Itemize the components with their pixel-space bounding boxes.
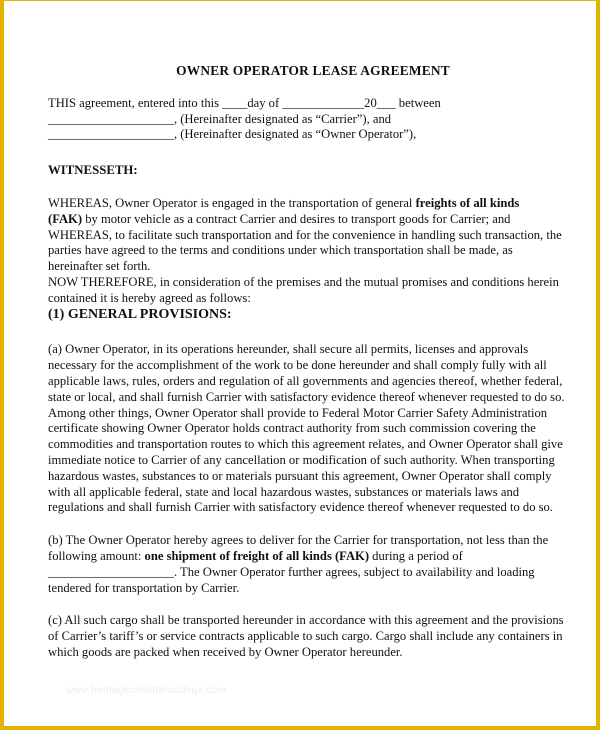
paragraph-b-bold: one shipment of freight of all kinds (FAK) xyxy=(144,548,370,563)
witnesseth-heading: WITNESSETH: xyxy=(48,163,138,178)
intro-line: ____________________, (Hereinafter designated as “Carrier”), and xyxy=(48,111,392,126)
paragraph-a: (a) Owner Operator, in its operations hereunder, shall secure all permits, licenses and approvals necessary for the accomplishment of the work to be done hereunder and shall comply fully with all applicable laws, rules, orders and regulation of all governments and agencies thereof, whether federal, state or local, and shall furnish Carrier with satisfactory evidence thereof whenever requested to do so. Among other things, Owner Operator shall provide to Federal Motor Carrier Safety Administration certificate showing Owner Operator holds contract authority from such commission covering the commodities and transportation routes to which this agreement relates, and Owner Operator shall give immediate notice to Carrier of any cancellation or modification of such authority. When transporting hazardous wastes, substances to or materials pursuant this agreement, Owner Operator shall comply with all applicable federal, state and local hazardous wastes, substances or materials laws and regulations and shall furnish Carrier with satisfactory evidence thereof whenever requested to do so. xyxy=(48,342,565,515)
now-therefore-text: , in consideration of the premises and the mutual promises and conditions herein contained it is hereby agreed as follows: xyxy=(48,274,559,305)
paragraph-b-text: during a period of ____________________. The Owner Operator further agrees, subject to availability and loading tendered for transportation by Carrier. xyxy=(48,548,535,595)
whereas-text: WHEREAS, Owner Operator is engaged in the transportation of general xyxy=(48,195,416,210)
intro-block xyxy=(48,96,568,143)
section-1-heading: (1) GENERAL PROVISIONS: xyxy=(48,306,232,322)
whereas-paragraph-1 xyxy=(48,196,568,228)
watermark: www.heritagechristiancollege.com xyxy=(66,685,227,696)
agreement-document xyxy=(48,63,568,661)
intro-line: THIS agreement, entered into this ____day of _____________20___ between xyxy=(48,95,441,110)
whereas-bold-term: (FAK) xyxy=(48,211,83,226)
paragraph-b-text: (b) The Owner Operator hereby agrees to deliver for the Carrier for transportation, not less than the following amount: xyxy=(48,533,549,563)
whereas-bold-term: freights of all kinds xyxy=(415,195,520,210)
document-title: OWNER OPERATOR LEASE AGREEMENT xyxy=(176,63,450,78)
whereas-block xyxy=(48,196,568,307)
paragraph-b xyxy=(48,533,568,596)
intro-line: ____________________, (Hereinafter designated as “Owner Operator”), xyxy=(48,127,417,142)
whereas-paragraph-2: WHEREAS, to facilitate such transportation and for the convenience in handling such transaction, the parties have agreed to the terms and conditions under which transportation shall be made, as hereinafter set forth. xyxy=(48,227,562,274)
paragraph-c: (c) All such cargo shall be transported hereunder in accordance with this agreement and the provisions of Carrier’s tariff’s or service contracts applicable to such cargo. Cargo shall include any containers in which goods are packed when received by Owner Operator hereunder. xyxy=(48,613,564,659)
whereas-text: by motor vehicle as a contract Carrier and desires to transport goods for Carrier; and xyxy=(82,211,511,226)
now-therefore-paragraph xyxy=(48,275,568,307)
now-therefore-label: NOW THEREFORE xyxy=(48,274,154,289)
